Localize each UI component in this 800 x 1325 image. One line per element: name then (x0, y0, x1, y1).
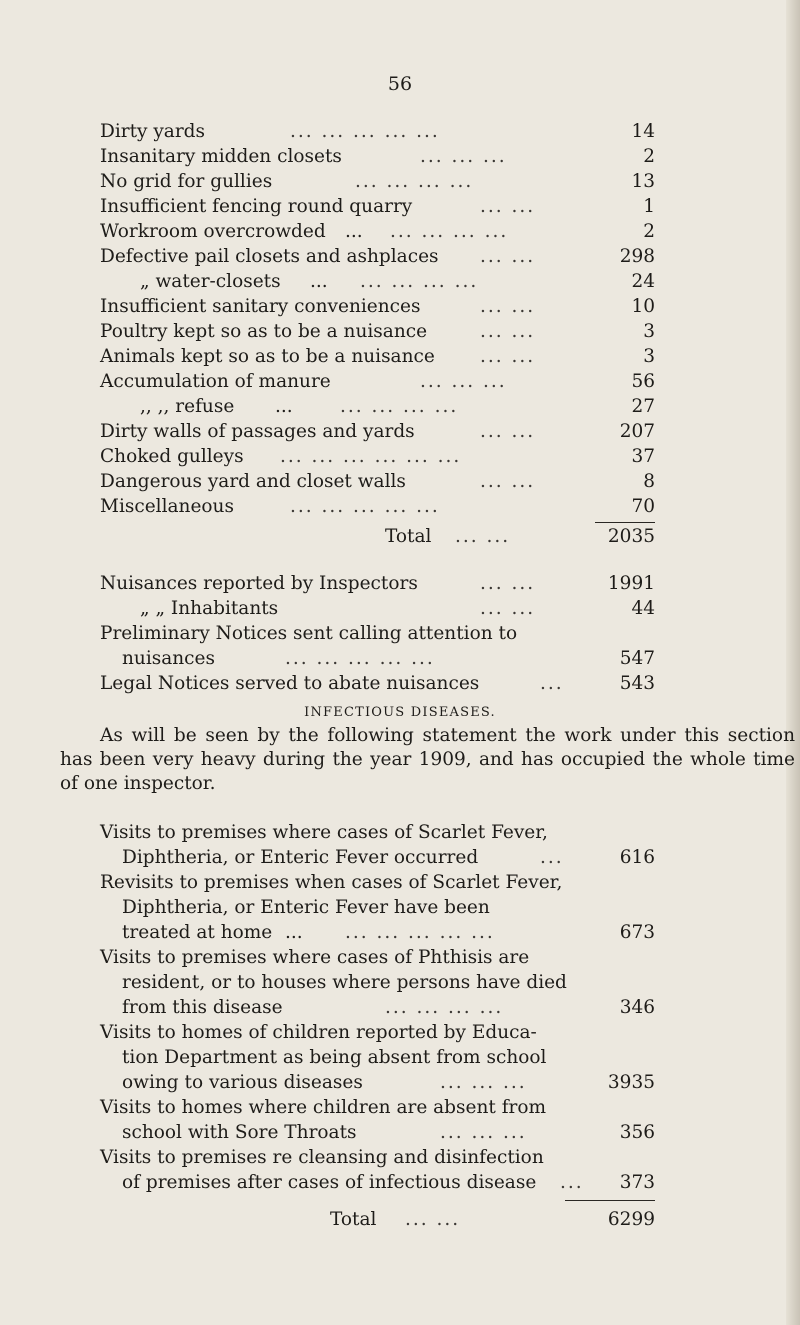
row-value: 543 (619, 673, 655, 694)
visit-line-text: Visits to premises re cleansing and disinfection (100, 1147, 544, 1168)
visit-line-text: tion Department as being absent from school (122, 1047, 547, 1068)
leader-dots: ... ... (480, 246, 536, 267)
visit-line (100, 971, 655, 995)
row-value: 1 (643, 196, 655, 217)
visit-line (100, 1121, 655, 1145)
row-label: Preliminary Notices sent calling attention to (100, 623, 518, 644)
visit-line (100, 946, 655, 970)
row-value: 10 (631, 296, 655, 317)
table-row (100, 320, 655, 344)
row-label: Accumulation of manure (100, 371, 331, 392)
row-value: 8 (643, 471, 655, 492)
leader-dots: ... ... ... (440, 1072, 527, 1093)
leader-dots: ... ... ... ... ... (290, 121, 440, 142)
visit-line (100, 1071, 655, 1095)
total-value: 6299 (607, 1209, 655, 1230)
row-value: 547 (619, 648, 655, 669)
table-row (100, 622, 655, 646)
row-value: 298 (619, 246, 655, 267)
sum-rule (565, 1200, 655, 1201)
row-label: Choked gulleys (100, 446, 244, 467)
visit-line-text: resident, or to houses where persons have died (122, 972, 567, 993)
leader-dots: ... ... (455, 526, 511, 547)
sum-rule (595, 522, 655, 523)
leader-dots: ... ... ... ... (360, 271, 479, 292)
table-row (100, 420, 655, 444)
visit-line-text: treated at home (122, 922, 273, 943)
row-label: Animals kept so as to be a nuisance (100, 346, 435, 367)
visit-value: 616 (619, 847, 655, 868)
leader-dots: ... ... (405, 1209, 461, 1230)
visit-line (100, 1096, 655, 1120)
visit-line-text: from this disease (122, 997, 283, 1018)
leader-dots: ... ... (480, 321, 536, 342)
visit-line-text: Diphtheria, or Enteric Fever have been (122, 897, 490, 918)
visit-value: 373 (619, 1172, 655, 1193)
leader-dots: ... ... ... ... (390, 221, 509, 242)
intro-text: As will be seen by the following statement the work under this section has been very heavy during the year 1909, and has occupied the whole time of one inspector. (60, 725, 795, 794)
table-row (100, 145, 655, 169)
visit-line (100, 1171, 655, 1195)
intro-paragraph (60, 724, 795, 796)
leader-dots: ... ... (480, 421, 536, 442)
visit-value: 346 (619, 997, 655, 1018)
leader-dots: ... (560, 1172, 584, 1193)
leader-dots: ... (540, 847, 564, 868)
row-value: 37 (631, 446, 655, 467)
table-row (100, 572, 655, 596)
visit-value: 673 (619, 922, 655, 943)
table-row (100, 470, 655, 494)
leader-dots: ... ... (480, 598, 536, 619)
row-value: 207 (619, 421, 655, 442)
row-value: 44 (631, 598, 655, 619)
row-value: 1991 (607, 573, 655, 594)
row-label: Workroom overcrowded (100, 221, 326, 242)
row-label: Dirty yards (100, 121, 206, 142)
leader-dots: ... ... (480, 471, 536, 492)
row-label: No grid for gullies (100, 171, 273, 192)
row-value: 24 (631, 271, 655, 292)
visit-line-text: Revisits to premises when cases of Scarlet Fever, (100, 872, 563, 893)
row-label: Insanitary midden closets (100, 146, 342, 167)
leader-dots: ... ... ... ... (355, 171, 474, 192)
leader-dots: ... ... ... (420, 371, 507, 392)
row-value: 2 (643, 146, 655, 167)
visit-line (100, 1021, 655, 1045)
table-row (100, 647, 655, 671)
row-label: nuisances (122, 648, 215, 669)
leader-dots: ... ... ... (440, 1122, 527, 1143)
leader-dots: ... ... (480, 296, 536, 317)
leader-dots: ... ... ... ... ... ... (280, 446, 462, 467)
visit-line-text: owing to various diseases (122, 1072, 363, 1093)
table-row (100, 245, 655, 269)
visit-line (100, 1046, 655, 1070)
row-value: 13 (631, 171, 655, 192)
row-value: 2 (643, 221, 655, 242)
table-row (100, 270, 655, 294)
total-value: 2035 (607, 526, 655, 547)
row-label-ellipsis: ... (275, 396, 293, 417)
total-label: Total (330, 1209, 377, 1230)
page-edge (786, 0, 800, 1325)
row-label-ellipsis: ... (345, 221, 363, 242)
row-value: 3 (643, 346, 655, 367)
table-row (100, 370, 655, 394)
table-row (100, 170, 655, 194)
row-label: Nuisances reported by Inspectors (100, 573, 418, 594)
page-number: 56 (387, 73, 413, 95)
visit-line (100, 1146, 655, 1170)
table-row (100, 195, 655, 219)
table-row (100, 495, 655, 519)
leader-dots: ... ... (480, 346, 536, 367)
table-row (100, 295, 655, 319)
leader-dots: ... ... ... ... (340, 396, 459, 417)
total-row (100, 1208, 655, 1232)
table-row (100, 672, 655, 696)
row-label-ellipsis: ... (310, 271, 328, 292)
visit-line (100, 921, 655, 945)
table-row (100, 120, 655, 144)
leader-dots: ... ... ... (420, 146, 507, 167)
visit-value: 356 (619, 1122, 655, 1143)
row-label: Dirty walls of passages and yards (100, 421, 415, 442)
row-label: Dangerous yard and closet walls (100, 471, 406, 492)
total-row (100, 525, 655, 549)
leader-dots: ... (540, 673, 564, 694)
row-value: 14 (631, 121, 655, 142)
table-row (100, 220, 655, 244)
leader-dots: ... ... (480, 573, 536, 594)
row-label: Poultry kept so as to be a nuisance (100, 321, 428, 342)
visit-line (100, 996, 655, 1020)
table-row (100, 445, 655, 469)
visit-line-text: school with Sore Throats (122, 1122, 357, 1143)
section-heading: INFECTIOUS DISEASES. (304, 705, 496, 720)
visit-line (100, 821, 655, 845)
visit-line-text: Visits to premises where cases of Scarlet Fever, (100, 822, 548, 843)
visit-line-text: Visits to premises where cases of Phthisis are (100, 947, 530, 968)
visit-line-text: of premises after cases of infectious disease (122, 1172, 537, 1193)
leader-dots: ... ... (480, 196, 536, 217)
table-row (100, 345, 655, 369)
row-value: 27 (631, 396, 655, 417)
visit-line-text: Diphtheria, or Enteric Fever occurred (122, 847, 479, 868)
row-label: „ water-closets (140, 271, 281, 292)
visit-line (100, 846, 655, 870)
row-label: Defective pail closets and ashplaces (100, 246, 439, 267)
row-label: Legal Notices served to abate nuisances (100, 673, 480, 694)
table-row (100, 597, 655, 621)
leader-dots: ... ... ... ... ... (285, 648, 435, 669)
row-value: 3 (643, 321, 655, 342)
row-value: 56 (631, 371, 655, 392)
total-label: Total (385, 526, 432, 547)
row-value: 70 (631, 496, 655, 517)
visit-line (100, 896, 655, 920)
table-row (100, 395, 655, 419)
visit-line-text: Visits to homes where children are absent from (100, 1097, 547, 1118)
leader-dots: ... ... ... ... ... (345, 922, 495, 943)
leader-dots: ... ... ... ... (385, 997, 504, 1018)
row-label: Miscellaneous (100, 496, 234, 517)
leader-dots: ... ... ... ... ... (290, 496, 440, 517)
row-label-ellipsis: ... (285, 922, 303, 943)
row-label: Insufficient sanitary conveniences (100, 296, 421, 317)
row-label: „ „ Inhabitants (140, 598, 279, 619)
visit-value: 3935 (607, 1072, 655, 1093)
visit-line (100, 871, 655, 895)
row-label: ,, ,, refuse (140, 396, 235, 417)
row-label: Insufficient fencing round quarry (100, 196, 413, 217)
visit-line-text: Visits to homes of children reported by Educa- (100, 1022, 537, 1043)
